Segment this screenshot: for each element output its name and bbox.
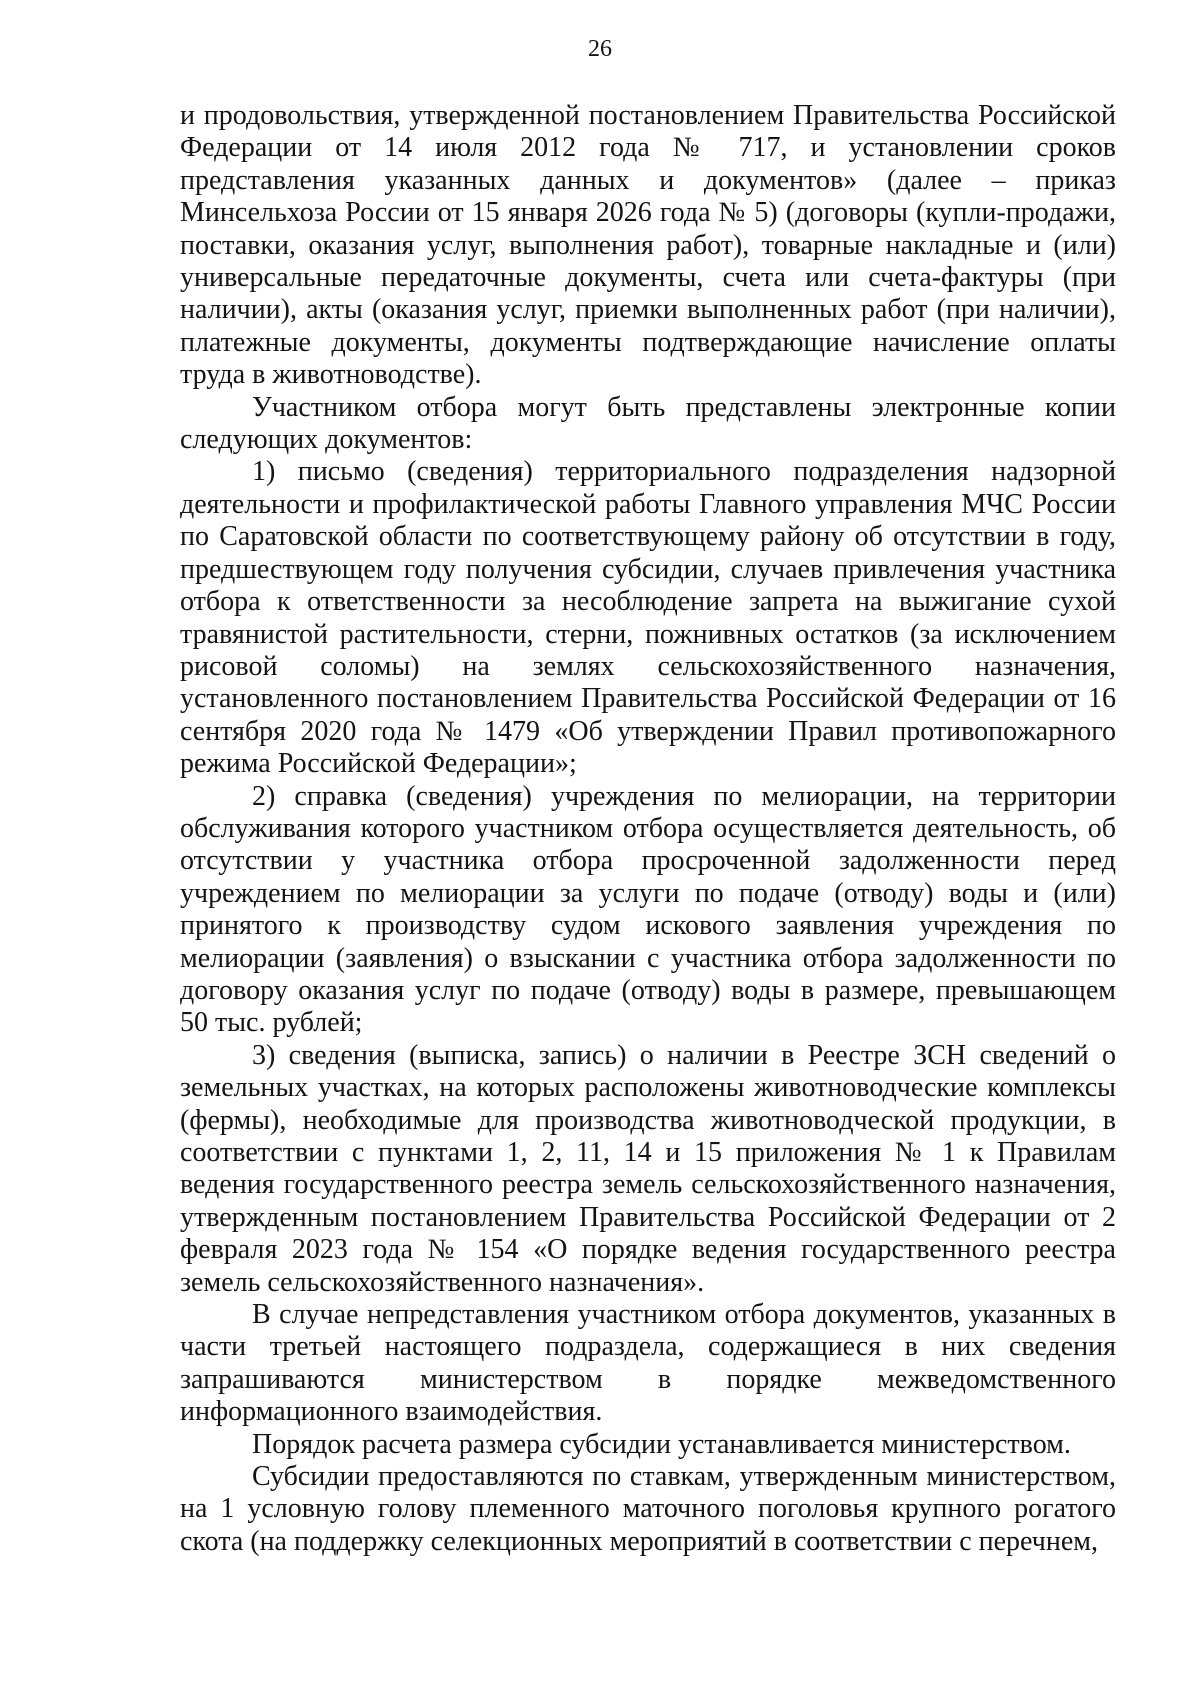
paragraph-electronic-copies: Участником отбора могут быть представлены электронные копии следующих документов: [180, 391, 1116, 456]
document-body [180, 100, 1116, 1558]
paragraph-continuation: и продовольствия, утвержденной постановлением Правительства Российской Федерации от 14 июля 2012 года № 717, и установлении сроков представления указанных данных и документов» (далее – приказ Минсельхоза России от 15 января 2026 года № 5) (договоры (купли-продажи, поставки, оказания услуг, выполнения работ), товарные накладные и (или) универсальные передаточные документы, счета или счета-фактуры (при наличии), акты (оказания услуг, приемки выполненных работ (при наличии), платежные документы, документы подтверждающие начисление оплаты труда в животноводстве). [180, 100, 1116, 391]
paragraph-calculation: Порядок расчета размера субсидии устанавливается министерством. [252, 1428, 1071, 1460]
list-item-3: 3) сведения (выписка, запись) о наличии в Реестре ЗСН сведений о земельных участках, на которых расположены животноводческие комплексы (фермы), необходимые для производства животноводческой продукции, в соответствии с пунктами 1, 2, 11, 14 и 15 приложения № 1 к Правилам ведения государственного реестра земель сельскохозяйственного назначения, утвержденным постановлением Правительства Российской Федерации от 2 февраля 2023 года № 154 «О порядке ведения государственного реестра земель сельскохозяйственного назначения». [180, 1039, 1116, 1298]
page-number: 26 [588, 36, 612, 62]
paragraph-non-submission: В случае непредставления участником отбора документов, указанных в части третьей настоящего подраздела, содержащиеся в них сведения запрашиваются министерством в порядке межведомственного информационного взаимодействия. [180, 1299, 1116, 1428]
paragraph-subsidy-rates: Субсидии предоставляются по ставкам, утвержденным министерством, на 1 условную голову племенного маточного поголовья крупного рогатого скота (на поддержку селекционных мероприятий в соответствии с перечнем, [180, 1461, 1116, 1557]
list-item-1: 1) письмо (сведения) территориального подразделения надзорной деятельности и профилактической работы Главного управления МЧС России по Саратовской области по соответствующему району об отсутствии в году, предшествующем году получения субсидии, случаев привлечения участника отбора к ответственности за несоблюдение запрета на выжигание сухой травянистой растительности, стерни, пожнивных остатков (за исключением рисовой соломы) на землях сельскохозяйственного назначения, установленного постановлением Правительства Российской Федерации от 16 сентября 2020 года № 1479 «Об утверждении Правил противопожарного режима Российской Федерации»; [180, 456, 1116, 780]
list-item-2: 2) справка (сведения) учреждения по мелиорации, на территории обслуживания которого участником отбора осуществляется деятельность, об отсутствии у участника отбора просроченной задолженности перед учреждением по мелиорации за услуги по подаче (отводу) воды и (или) принятого к производству судом искового заявления учреждения по мелиорации (заявления) о взыскании с участника отбора задолженности по договору оказания услуг по подаче (отводу) воды в размере, превышающем 50 тыс. рублей; [180, 780, 1116, 1039]
